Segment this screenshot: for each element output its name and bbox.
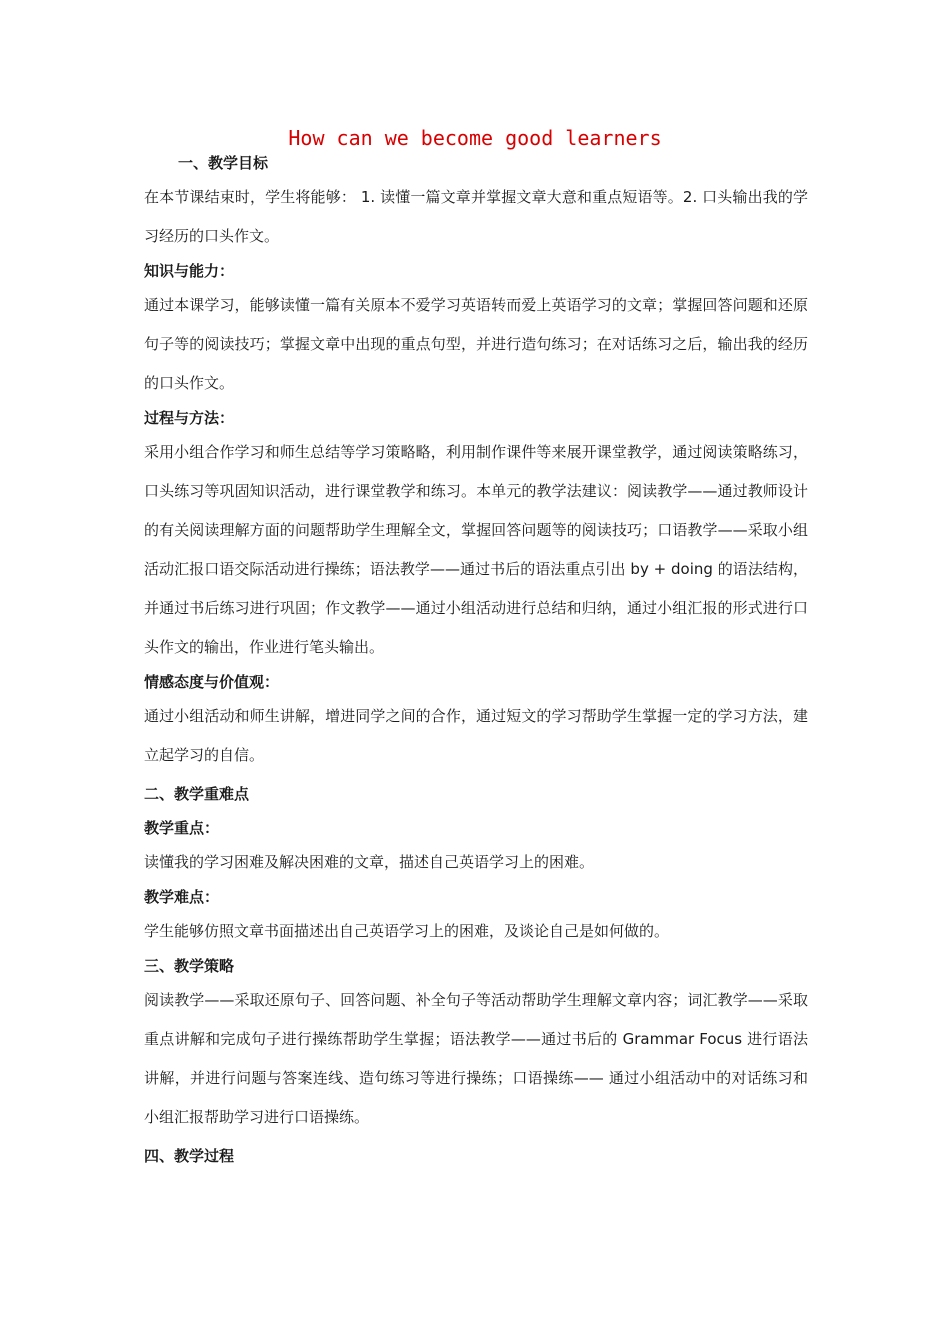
knowledge-text: 通过本课学习，能够读懂一篇有关原本不爱学习英语转而爱上英语学习的文章；掌握回答问题和还原句子等的阅读技巧；掌握文章中出现的重点句型，并进行造句练习；在对话练习之后，输出我的经历的口头作文。: [144, 296, 808, 392]
process-text: 采用小组合作学习和师生总结等学习策略略，利用制作课件等来展开课堂教学，通过阅读策略练习，口头练习等巩固知识活动，进行课堂教学和练习。本单元的教学法建议：阅读教学——通过教师设计的有关阅读理解方面的问题帮助学生理解全文，掌握回答问题等的阅读技巧；口语教学——采取小组活动汇报口语交际活动进行操练；语法教学——通过书后的语法重点引出 by + doing 的语法结构，并通过书后练习进行巩固；作文教学——通过小组活动进行总结和归纳，通过小组汇报的形式进行口头作文的输出，作业进行笔头输出。: [144, 443, 808, 656]
section-1-heading: 一、教学目标: [178, 154, 269, 172]
knowledge-heading: 知识与能力：: [144, 262, 235, 280]
process-heading: 过程与方法：: [144, 409, 235, 427]
difficulty-text: 学生能够仿照文章书面描述出自己英语学习上的困难，及谈论自己是如何做的。: [144, 922, 670, 940]
section-4-heading: 四、教学过程: [144, 1147, 235, 1165]
section-3-text: 阅读教学——采取还原句子、回答问题、补全句子等活动帮助学生理解文章内容；词汇教学——采取重点讲解和完成句子进行操练帮助学生掌握；语法教学——通过书后的 Grammar Focus 进行语法讲解，并进行问题与答案连线、造句练习等进行操练；口语操练—— 通过小组活动中的对话练习和小组汇报帮助学习进行口语操练。: [144, 991, 808, 1126]
section-1-intro: 在本节课结束时，学生将能够： 1. 读懂一篇文章并掌握文章大意和重点短语等。2. 口头输出我的学习经历的口头作文。: [144, 188, 808, 245]
attitude-text: 通过小组活动和师生讲解，增进同学之间的合作，通过短文的学习帮助学生掌握一定的学习方法，建立起学习的自信。: [144, 707, 808, 764]
section-2-heading: 二、教学重难点: [144, 785, 250, 803]
difficulty-heading: 教学难点：: [144, 888, 220, 906]
document-body: [144, 148, 808, 1171]
key-point-heading: 教学重点：: [144, 819, 220, 837]
document-title: How can we become good learners: [288, 126, 662, 150]
key-point-text: 读懂我的学习困难及解决困难的文章，描述自己英语学习上的困难。: [144, 853, 595, 871]
section-3-heading: 三、教学策略: [144, 957, 235, 975]
attitude-heading: 情感态度与价值观：: [144, 673, 280, 691]
